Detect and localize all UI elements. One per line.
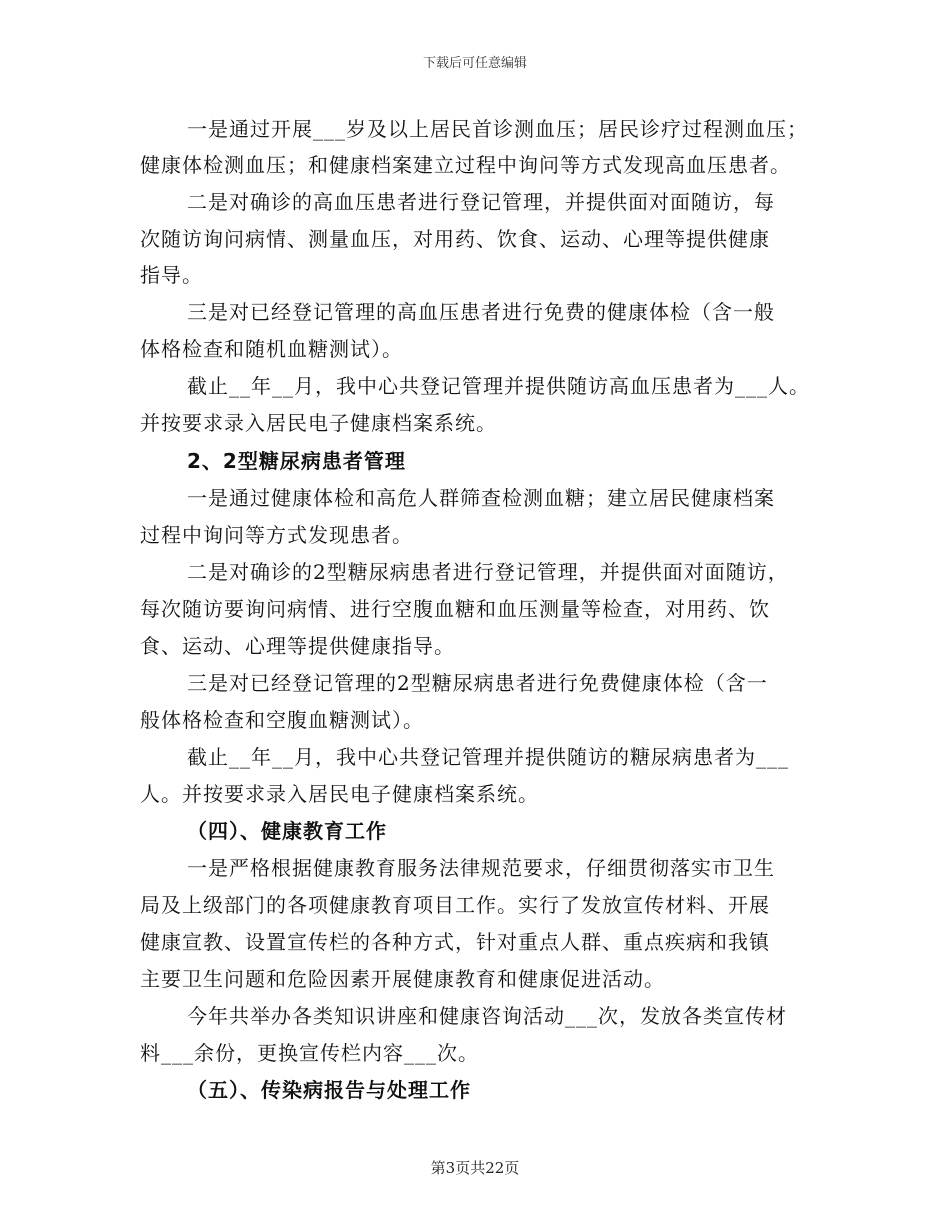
paragraph-line: 健康宣教、设置宣传栏的各种方式，针对重点人群、重点疾病和我镇 (140, 930, 770, 954)
paragraph-line: 每次随访要询问病情、进行空腹血糖和血压测量等检查，对用药、饮 (140, 597, 770, 621)
paragraph-line: 局及上级部门的各项健康教育项目工作。实行了发放宣传材料、开展 (140, 893, 770, 917)
paragraph-line: 二是对确诊的高血压患者进行登记管理，并提供面对面随访，每 (187, 190, 775, 214)
paragraph-line: 过程中询问等方式发现患者。 (140, 523, 413, 547)
paragraph-line: 截止__年__月，我中心共登记管理并提供随访高血压患者为___人。 (187, 374, 810, 398)
paragraph-line: 一是通过开展___岁及以上居民首诊测血压；居民诊疗过程测血压； (187, 117, 808, 141)
paragraph-line: 三是对已经登记管理的高血压患者进行免费的健康体检（含一般 (187, 300, 775, 324)
paragraph-line: 一是通过健康体检和高危人群筛查检测血糖；建立居民健康档案 (187, 486, 775, 510)
paragraph-line: 二是对确诊的2型糖尿病患者进行登记管理，并提供面对面随访， (187, 560, 789, 584)
page-number: 第3页共22页 (430, 1159, 520, 1177)
paragraph-line: 截止__年__月，我中心共登记管理并提供随访的糖尿病患者为___ (187, 745, 789, 769)
paragraph-line: 今年共举办各类知识讲座和健康咨询活动___次，发放各类宣传材 (187, 1004, 787, 1028)
paragraph-line: 料___余份，更换宣传栏内容___次。 (140, 1041, 479, 1065)
paragraph-line: 主要卫生问题和危险因素开展健康教育和健康促进活动。 (140, 967, 665, 991)
paragraph-line: 并按要求录入居民电子健康档案系统。 (140, 411, 497, 435)
paragraph-line: 体格检查和随机血糖测试）。 (140, 337, 403, 361)
paragraph-line: 食、运动、心理等提供健康指导。 (140, 634, 455, 658)
section-heading: 2、2型糖尿病患者管理 (187, 449, 406, 473)
paragraph-line: 般体格检查和空腹血糖测试）。 (140, 708, 424, 732)
paragraph-line: 指导。 (140, 263, 203, 287)
paragraph-line: 人。并按要求录入居民电子健康档案系统。 (140, 782, 539, 806)
section-heading: （五）、传染病报告与处理工作 (187, 1078, 471, 1102)
paragraph-line: 次随访询问病情、测量血压，对用药、饮食、运动、心理等提供健康 (140, 227, 770, 251)
section-heading: （四）、健康教育工作 (187, 819, 387, 843)
paragraph-line: 一是严格根据健康教育服务法律规范要求，仔细贯彻落实市卫生 (187, 856, 775, 880)
paragraph-line: 健康体检测血压；和健康档案建立过程中询问等方式发现高血压患者。 (140, 153, 791, 177)
paragraph-line: 三是对已经登记管理的2型糖尿病患者进行免费健康体检（含一 (187, 671, 768, 695)
page-header: 下载后可任意编辑 (422, 56, 527, 71)
